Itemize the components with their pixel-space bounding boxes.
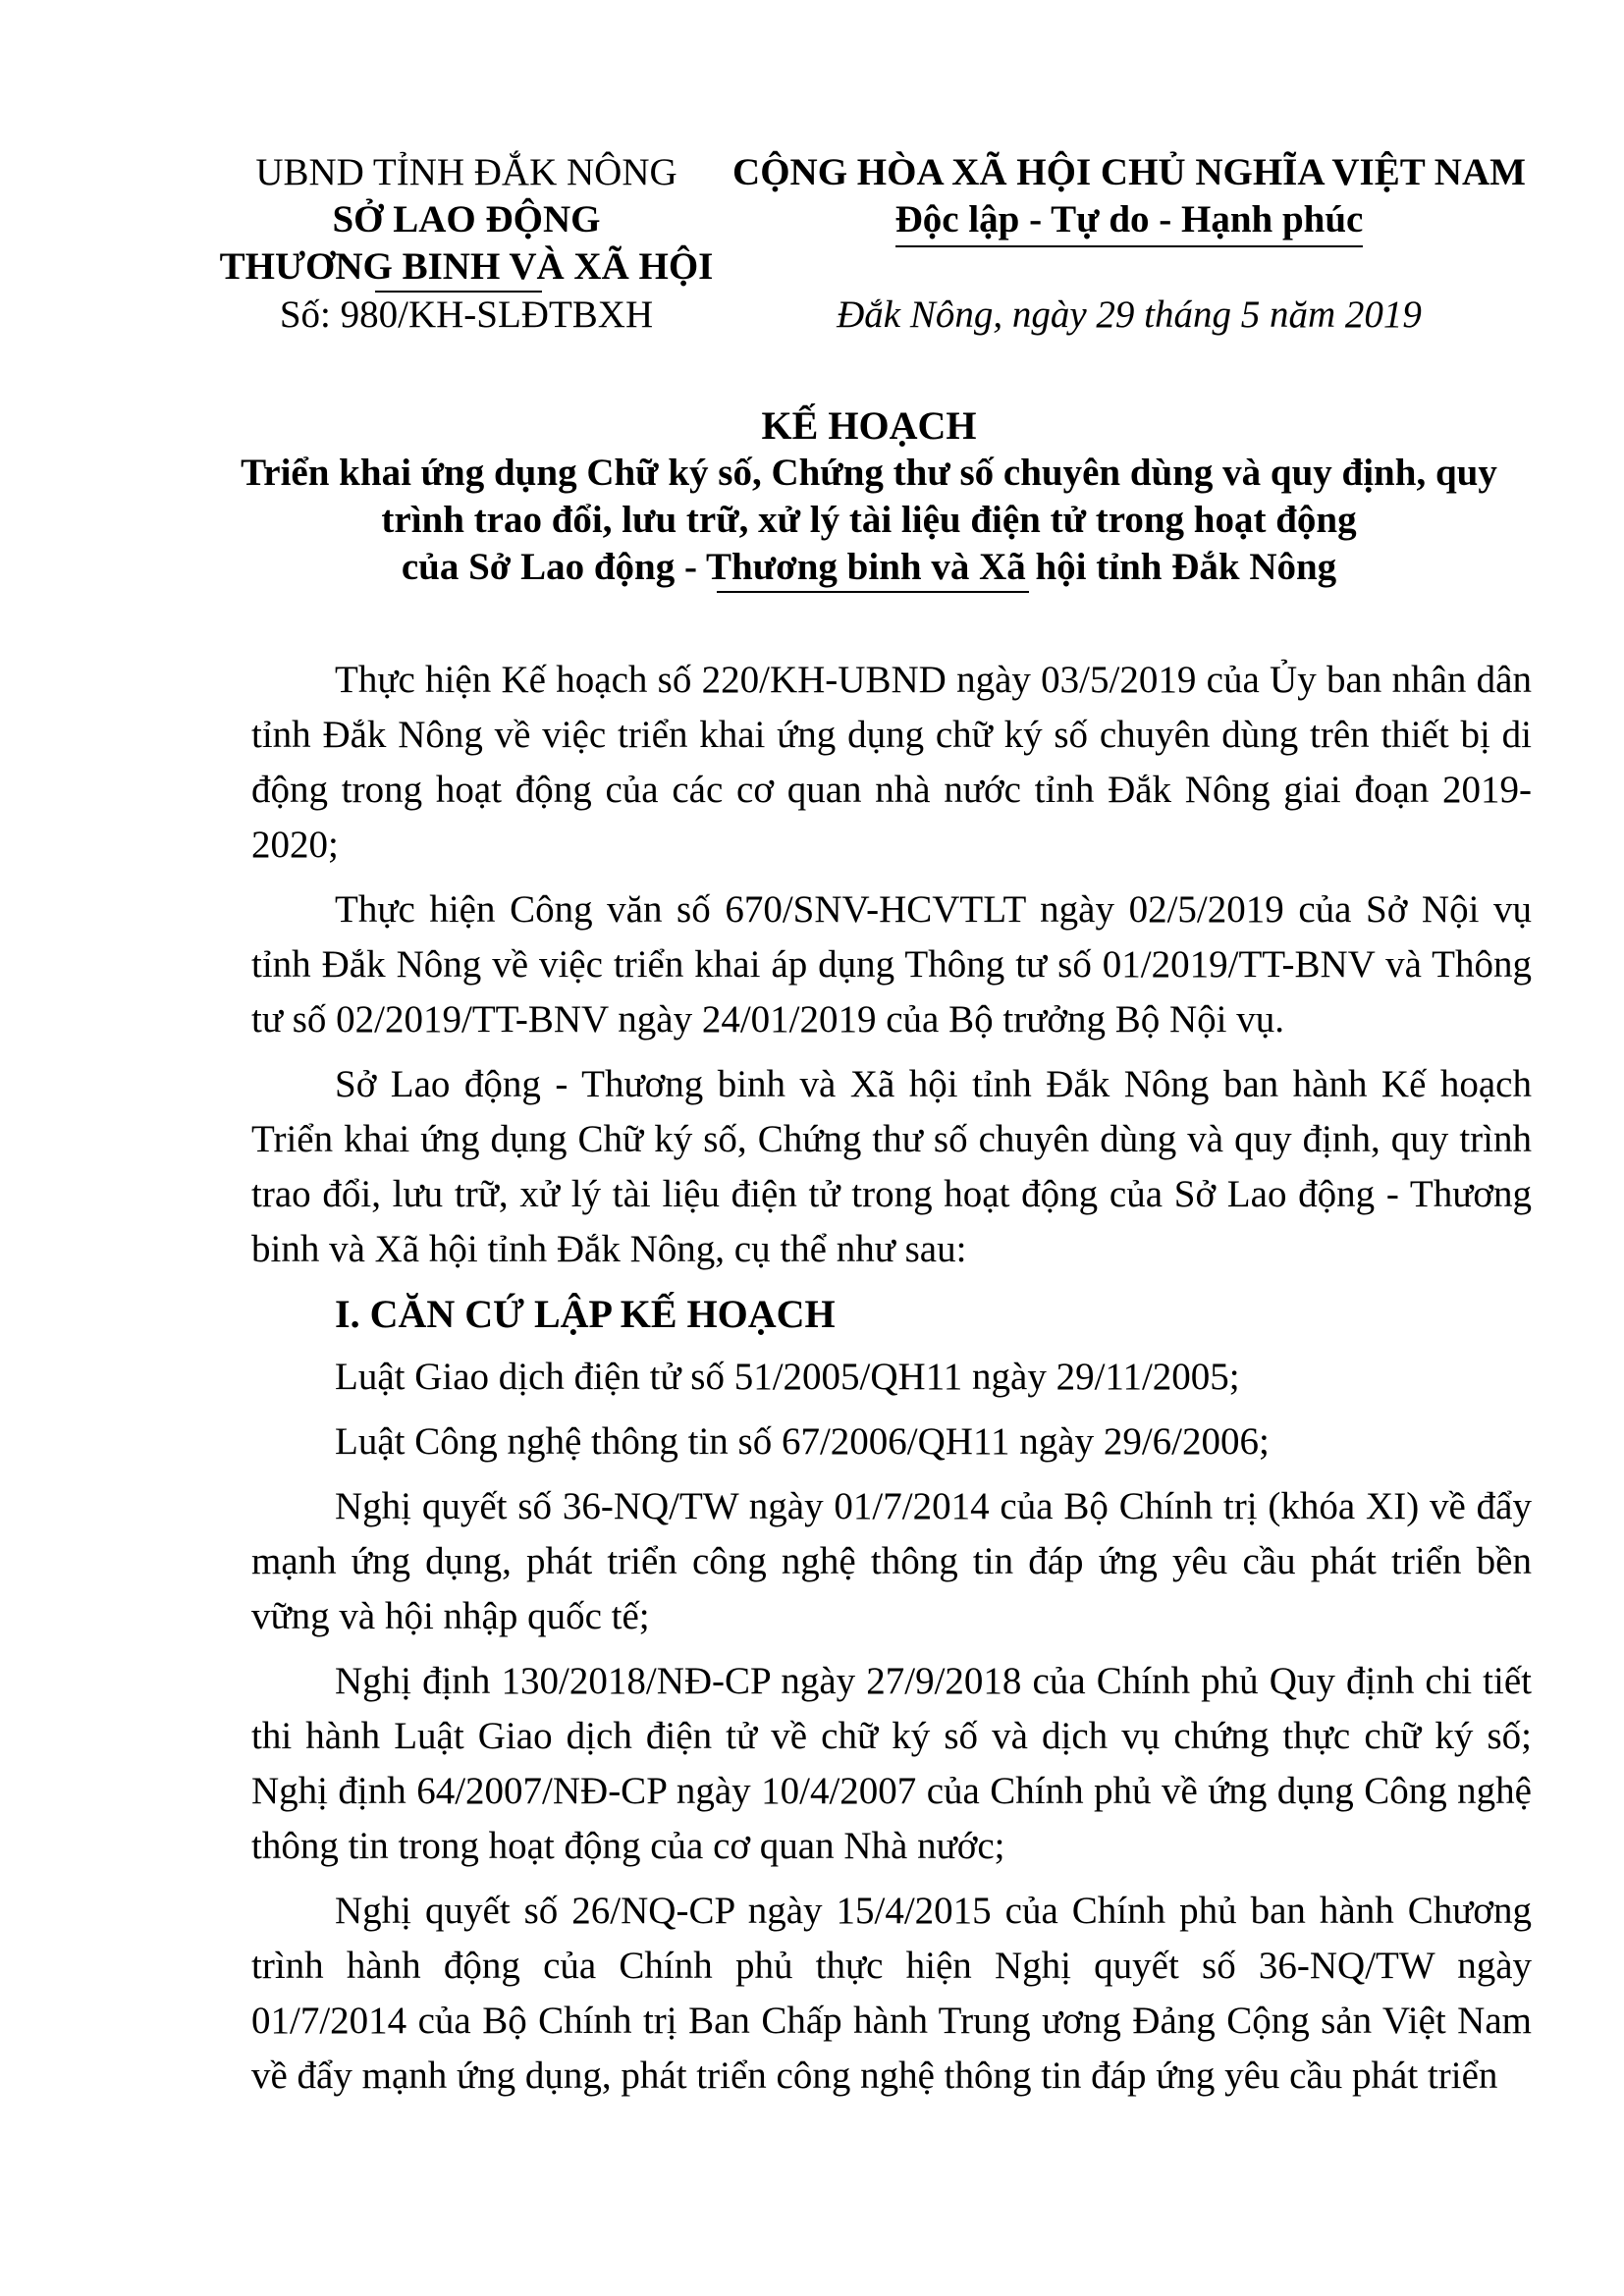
title-line2: trình trao đổi, lưu trữ, xử lý tài liệu điện tử trong hoạt động [381,499,1357,541]
paragraph-1: Thực hiện Kế hoạch số 220/KH-UBND ngày 03/5/2019 của Ủy ban nhân dân tỉnh Đắk Nông về việc triển khai ứng dụng chữ ký số chuyên dùng trên thiết bị di động trong hoạt động của các cơ quan nhà nước tỉnh Đắk Nông giai đoạn 2019-2020; [251,659,1532,866]
national-title [727,149,1532,247]
section-heading-1: I. CĂN CỨ LẬP KẾ HOẠCH [335,1292,836,1336]
title-line3: của Sở Lao động - Thương binh và Xã hội tỉnh Đắk Nông [401,546,1337,588]
paragraph-3: Sở Lao động - Thương binh và Xã hội tỉnh Đắk Nông ban hành Kế hoạch Triển khai ứng dụng Chữ ký số, Chứng thư số chuyên dùng và quy định, quy trình trao đổi, lưu trữ, xử lý tài liệu điện tử trong hoạt động của Sở Lao động - Thương binh và Xã hội tỉnh Đắk Nông, cụ thể như sau: [251,1063,1532,1270]
title-underline [717,591,1029,593]
country-name: CỘNG HÒA XÃ HỘI CHỦ NGHĨA VIỆT NAM [732,151,1526,193]
document-body [251,653,1532,2113]
paragraph-8: Nghị quyết số 26/NQ-CP ngày 15/4/2015 của Chính phủ ban hành Chương trình hành động của Chính phủ thực hiện Nghị quyết số 36-NQ/TW ngày 01/7/2014 của Bộ Chính trị Ban Chấp hành Trung ương Đảng Cộng sản Việt Nam về đẩy mạnh ứng dụng, phát triển công nghệ thông tin đáp ứng yêu cầu phát triển [251,1890,1532,2097]
document-type: KẾ HOẠCH [761,403,977,448]
agency-name-line2: THƯƠNG BINH VÀ XÃ HỘI [219,245,714,288]
document-header [0,149,1624,444]
paragraph-4: Luật Giao dịch điện tử số 51/2005/QH11 ngày 29/11/2005; [335,1356,1240,1398]
document-date: Đắk Nông, ngày 29 tháng 5 năm 2019 [837,294,1422,336]
document-title [196,402,1542,591]
paragraph-6: Nghị quyết số 36-NQ/TW ngày 01/7/2014 của Bộ Chính trị (khóa XI) về đẩy mạnh ứng dụng, phát triển công nghệ thông tin đáp ứng yêu cầu phát triển bền vững và hội nhập quốc tế; [251,1485,1532,1637]
title-line1: Triển khai ứng dụng Chữ ký số, Chứng thư số chuyên dùng và quy định, quy [241,452,1497,494]
document-number: Số: 980/KH-SLĐTBXH [279,294,654,336]
agency-parent: UBND TỈNH ĐẮK NÔNG [255,151,677,193]
issuing-agency [211,149,722,291]
paragraph-7: Nghị định 130/2018/NĐ-CP ngày 27/9/2018 của Chính phủ Quy định chi tiết thi hành Luật Giao dịch điện tử về chữ ký số và dịch vụ chứng thực chữ ký số; Nghị định 64/2007/NĐ-CP ngày 10/4/2007 của Chính phủ về ứng dụng Công nghệ thông tin trong hoạt động của cơ quan Nhà nước; [251,1660,1532,1867]
national-motto: Độc lập - Tự do - Hạnh phúc [895,196,1364,247]
paragraph-2: Thực hiện Công văn số 670/SNV-HCVTLT ngày 02/5/2019 của Sở Nội vụ tỉnh Đắk Nông về việc triển khai áp dụng Thông tư số 01/2019/TT-BNV và Thông tư số 02/2019/TT-BNV ngày 24/01/2019 của Bộ trưởng Bộ Nội vụ. [251,888,1532,1041]
paragraph-5: Luật Công nghệ thông tin số 67/2006/QH11 ngày 29/6/2006; [335,1420,1270,1463]
agency-name-line1: SỞ LAO ĐỘNG [332,198,601,240]
